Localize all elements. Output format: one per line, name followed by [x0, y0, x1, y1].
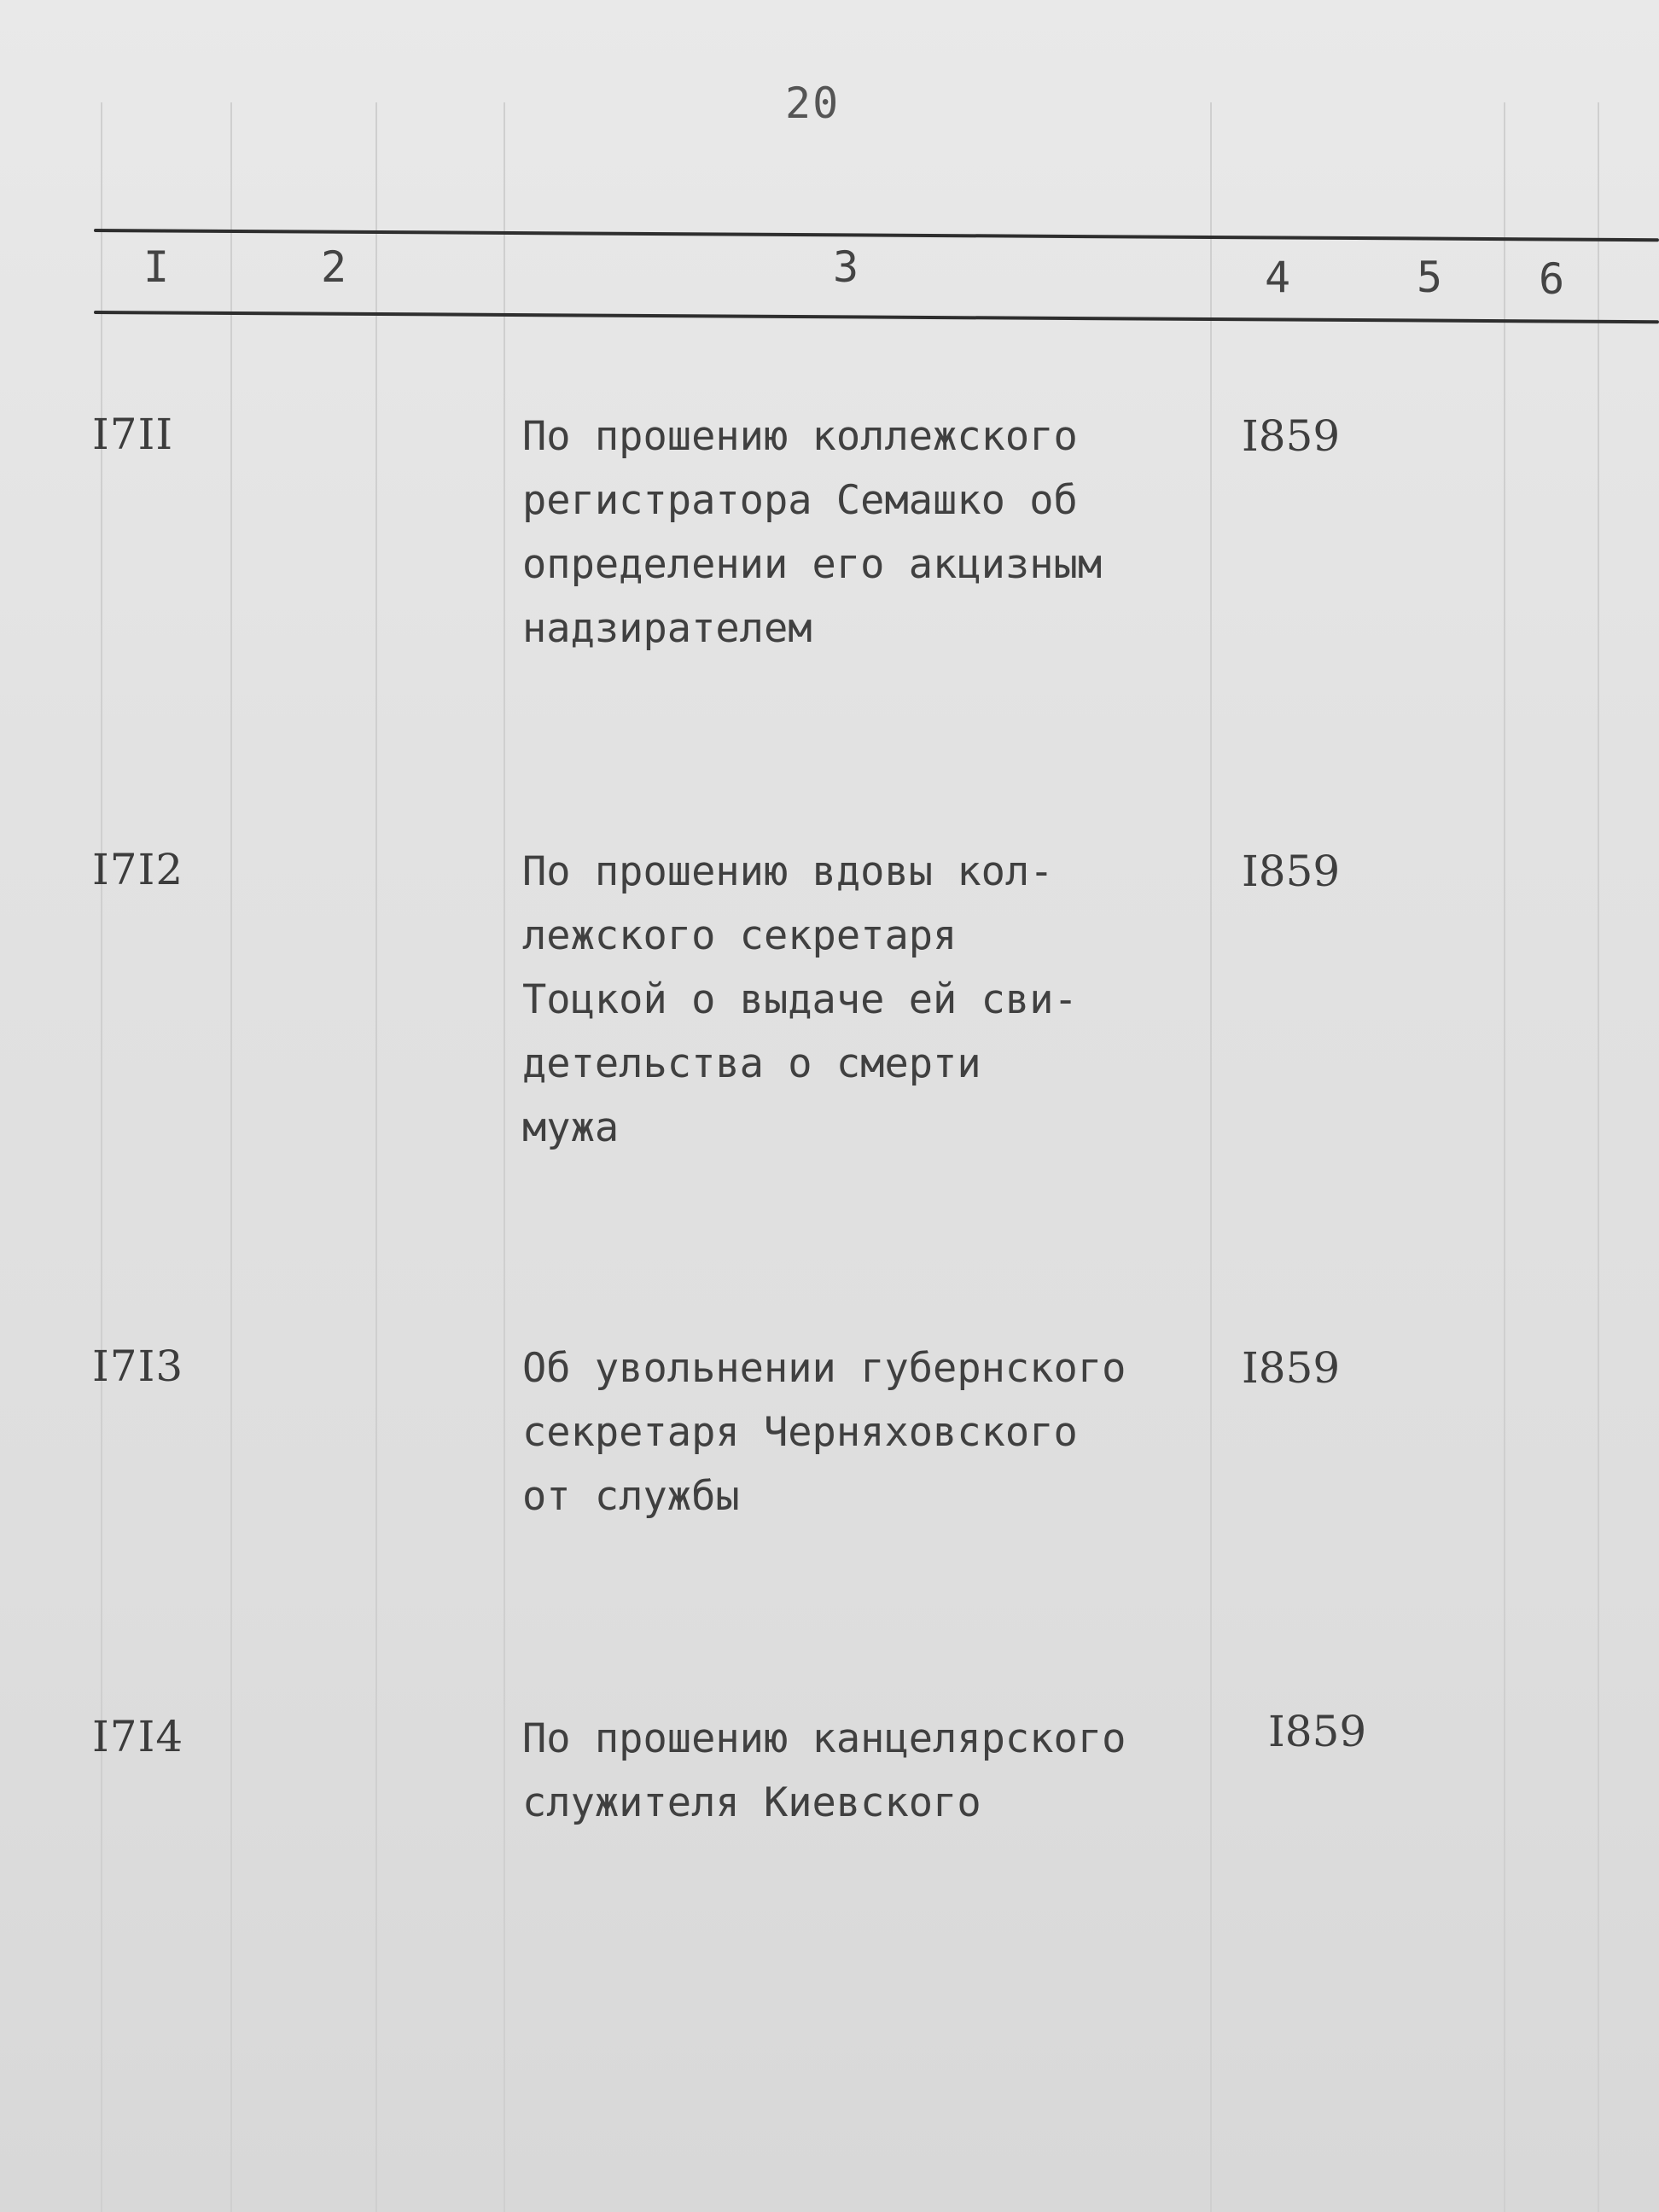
- entry-title-line: Об увольнении губернского: [522, 1345, 1126, 1392]
- column-rule: [375, 102, 377, 2212]
- column-header-3: 3: [833, 242, 859, 292]
- entry-year: I859: [1268, 1707, 1367, 1756]
- column-rule: [1504, 102, 1505, 2212]
- entry-number: I7II: [92, 410, 174, 459]
- column-header-4: 4: [1265, 253, 1291, 302]
- entry-year: I859: [1242, 847, 1341, 896]
- column-header-2: 2: [321, 242, 347, 292]
- column-header-5: 5: [1417, 253, 1443, 302]
- header-rule-bottom: [94, 311, 1659, 323]
- entry-title-line: По прошению вдовы кол-: [522, 848, 1054, 895]
- entry-year: I859: [1242, 1343, 1341, 1393]
- entry-year: I859: [1242, 411, 1341, 461]
- entry-title-line: По прошению канцелярского: [522, 1715, 1126, 1762]
- column-rule: [1598, 102, 1599, 2212]
- entry-number: I7I2: [92, 845, 184, 894]
- header-rule-top: [94, 229, 1659, 242]
- entry-title-line: По прошению коллежского: [522, 413, 1078, 460]
- entry-title: [522, 405, 1205, 661]
- column-rule: [504, 102, 505, 2212]
- entry-title-line: служителя Киевского: [522, 1779, 981, 1826]
- entry-title-line: лежского секретаря: [522, 912, 958, 959]
- entry-title-line: детельства о смерти: [522, 1040, 981, 1087]
- entry-title-line: регистратора Семашко об: [522, 477, 1078, 524]
- entry-number: I7I3: [92, 1342, 184, 1391]
- entry-title-line: мужа: [522, 1104, 620, 1151]
- entry-title-line: секретаря Черняховского: [522, 1409, 1078, 1456]
- entry-number: I7I4: [92, 1712, 184, 1761]
- entry-title: [522, 840, 1205, 1160]
- column-rule: [230, 102, 232, 2212]
- column-header-6: 6: [1539, 254, 1565, 304]
- entry-title: [522, 1336, 1205, 1528]
- column-rule: [1210, 102, 1212, 2212]
- entry-title-line: Тоцкой о выдаче ей сви-: [522, 976, 1078, 1023]
- entry-title: [522, 1707, 1205, 1835]
- entry-title-line: от службы: [522, 1473, 740, 1520]
- page-number: 20: [785, 79, 841, 128]
- entry-title-line: надзирателем: [522, 605, 812, 652]
- entry-title-line: определении его акцизным: [522, 541, 1103, 588]
- column-header-1: I: [143, 242, 170, 292]
